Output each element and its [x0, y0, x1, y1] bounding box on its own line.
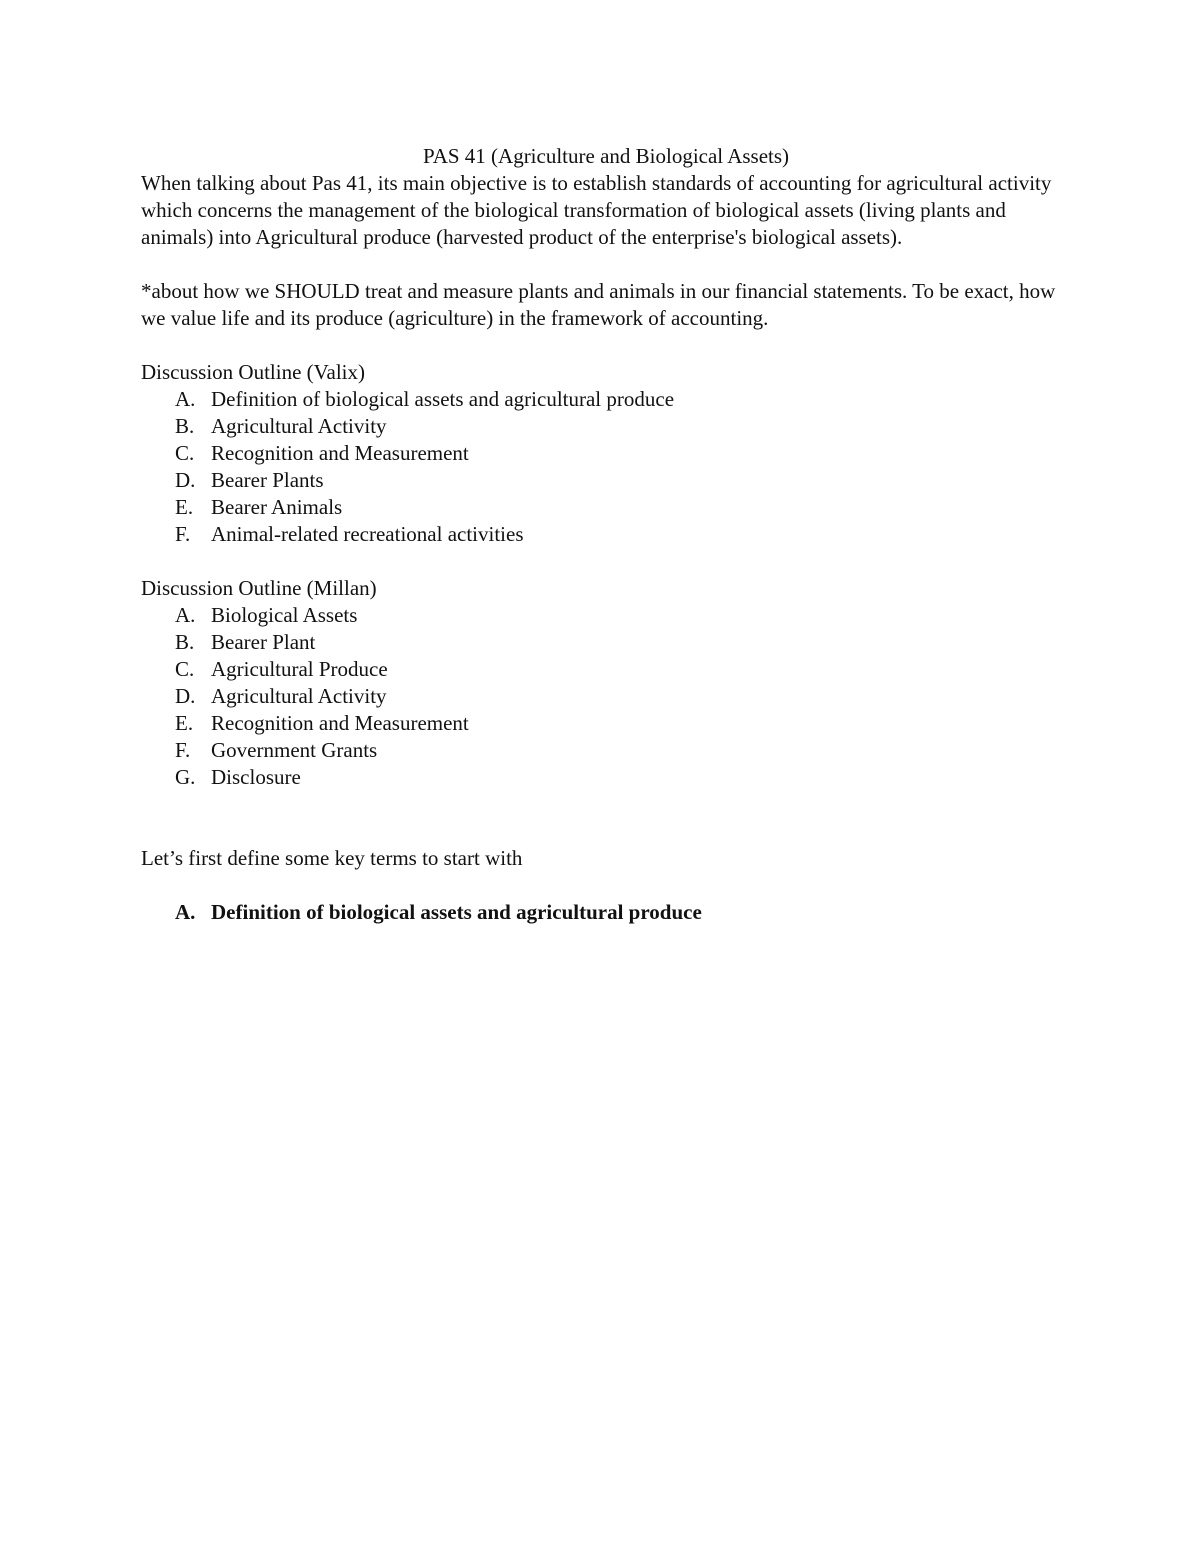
outline-millan-list	[141, 602, 1071, 791]
list-item-letter: F.	[175, 522, 191, 546]
spacer	[141, 818, 1071, 845]
list-item-text: Animal-related recreational activities	[211, 522, 524, 546]
list-item-text: Agricultural Produce	[211, 657, 388, 681]
list-item	[141, 710, 1071, 737]
list-item-letter: A.	[175, 603, 196, 627]
list-item	[141, 602, 1071, 629]
section-a-letter: A.	[175, 900, 196, 924]
spacer	[141, 791, 1071, 818]
list-item	[141, 764, 1071, 791]
list-item	[141, 413, 1071, 440]
list-item-letter: A.	[175, 387, 196, 411]
list-item-letter: B.	[175, 414, 195, 438]
list-item	[141, 521, 1071, 548]
list-item	[141, 494, 1071, 521]
list-item-letter: E.	[175, 495, 194, 519]
list-item	[141, 737, 1071, 764]
list-item	[141, 683, 1071, 710]
list-item-letter: D.	[175, 684, 196, 708]
note-paragraph: *about how we SHOULD treat and measure plants and animals in our financial statements. To be exact, how we value life and its produce (agriculture) in the framework of accounting.	[141, 279, 1056, 330]
list-item-text: Definition of biological assets and agricultural produce	[211, 387, 675, 411]
spacer	[141, 548, 1071, 575]
list-item-text: Biological Assets	[211, 603, 358, 627]
outline-valix-heading: Discussion Outline (Valix)	[141, 360, 365, 384]
list-item	[141, 629, 1071, 656]
list-item	[141, 656, 1071, 683]
list-item-text: Bearer Plants	[211, 468, 324, 492]
spacer	[141, 872, 1071, 899]
list-item-letter: B.	[175, 630, 195, 654]
list-item-letter: G.	[175, 765, 196, 789]
outline-valix-list	[141, 386, 1071, 548]
list-item	[141, 467, 1071, 494]
document-page	[141, 143, 1071, 926]
spacer	[141, 251, 1071, 278]
lead-in-text: Let’s first define some key terms to start with	[141, 846, 523, 870]
list-item-text: Recognition and Measurement	[211, 711, 469, 735]
section-a-text: Definition of biological assets and agricultural produce	[211, 900, 702, 924]
list-item-letter: D.	[175, 468, 196, 492]
list-item-text: Government Grants	[211, 738, 378, 762]
list-item-letter: E.	[175, 711, 194, 735]
spacer	[141, 332, 1071, 359]
section-a-heading	[141, 899, 1071, 926]
list-item	[141, 440, 1071, 467]
outline-millan-heading: Discussion Outline (Millan)	[141, 576, 377, 600]
list-item-text: Agricultural Activity	[211, 684, 387, 708]
list-item	[141, 386, 1071, 413]
list-item-text: Recognition and Measurement	[211, 441, 469, 465]
list-item-letter: C.	[175, 441, 195, 465]
document-title: PAS 41 (Agriculture and Biological Assets)	[422, 144, 790, 168]
list-item-letter: C.	[175, 657, 195, 681]
list-item-text: Disclosure	[211, 765, 301, 789]
intro-paragraph: When talking about Pas 41, its main objective is to establish standards of accounting for agricultural activity which concerns the management of the biological transformation of biological assets (living plants and animals) into Agricultural produce (harvested product of the enterprise's biological assets).	[141, 171, 1052, 249]
list-item-text: Bearer Animals	[211, 495, 343, 519]
list-item-text: Agricultural Activity	[211, 414, 387, 438]
list-item-letter: F.	[175, 738, 191, 762]
list-item-text: Bearer Plant	[211, 630, 316, 654]
